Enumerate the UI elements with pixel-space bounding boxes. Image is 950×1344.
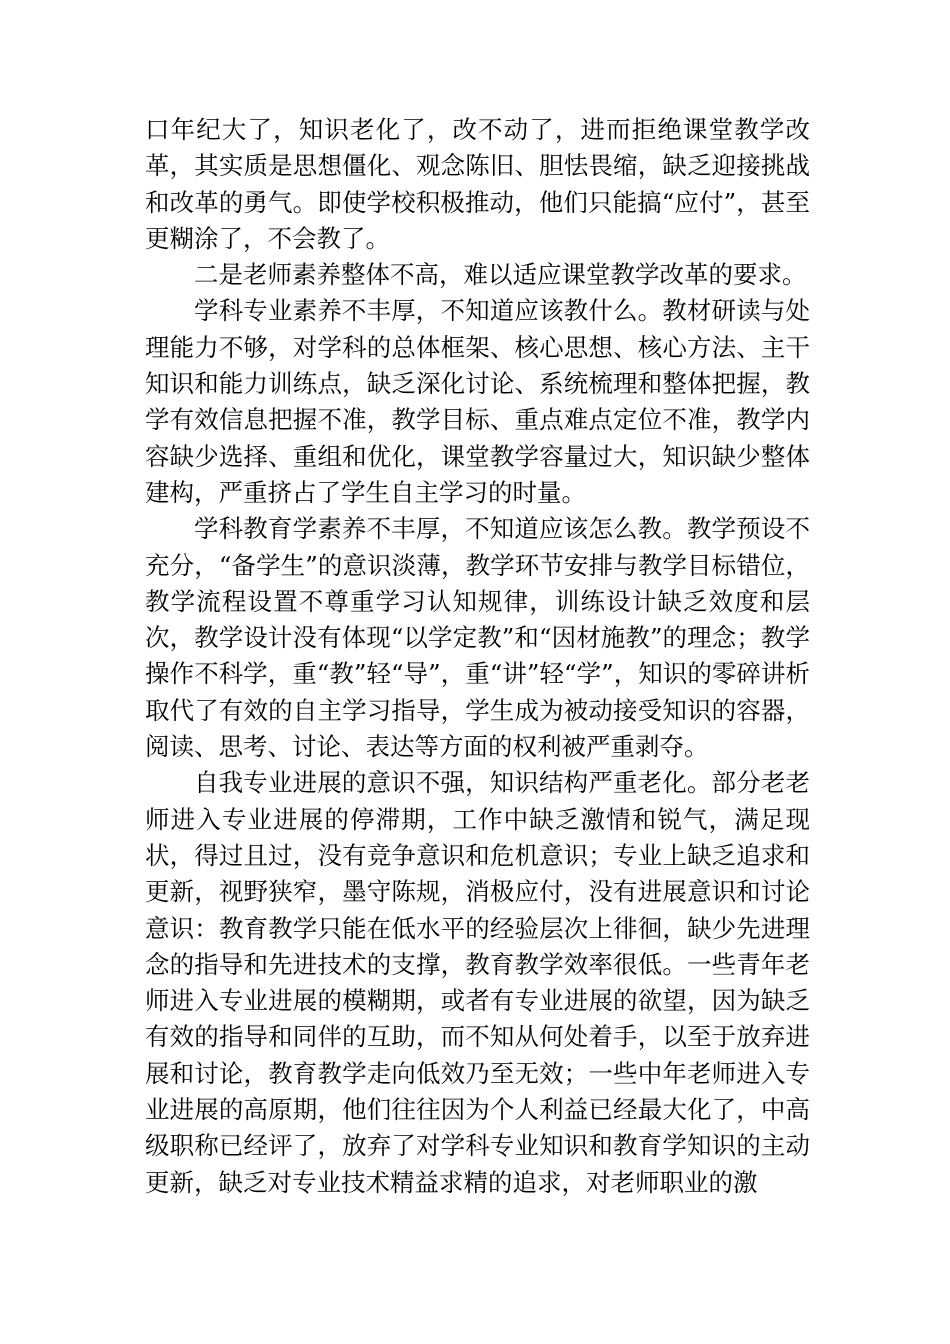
- paragraph-pedagogy-literacy: 学科教育学素养不丰厚，不知道应该怎么教。教学预设不充分，“备学生”的意识淡薄，教学环节安排与教学目标错位，教学流程设置不尊重学习认知规律，训练设计缺乏效度和层次，教学设计没有体现“以学定教”和“因材施教”的理念；教学操作不科学，重“教”轻“导”，重“讲”轻“学”，知识的零碎讲析取代了有效的自主学习指导，学生成为被动接受知识的容器，阅读、思考、讨论、表达等方面的权利被严重剥夺。: [145, 514, 810, 762]
- paragraph-subject-literacy: 学科专业素养不丰厚，不知道应该教什么。教材研读与处理能力不够，对学科的总体框架、核心思想、核心方法、主干知识和能力训练点，缺乏深化讨论、系统梳理和整体把握，教学有效信息把握不准，教学目标、重点难点定位不准，教学内容缺少选择、重组和优化，课堂教学容量过大，知识缺少整体建构，严重挤占了学生自主学习的时量。: [145, 296, 810, 507]
- paragraph-heading-point-two: 二是老师素养整体不高，难以适应课堂教学改革的要求。: [194, 260, 807, 290]
- body-text: [145, 112, 810, 1201]
- paragraph-professional-development: 自我专业进展的意识不强，知识结构严重老化。部分老老师进入专业进展的停滞期，工作中缺乏激情和锐气，满足现状，得过且过，没有竞争意识和危机意识；专业上缺乏追求和更新，视野狭窄，墨守陈规，消极应付，没有进展意识和讨论意识：教育教学只能在低水平的经验层次上徘徊，缺少先进理念的指导和先进技术的支撑，教育教学效率很低。一些青年老师进入专业进展的模糊期，或者有专业进展的欲望，因为缺乏有效的指导和同伴的互助，而不知从何处着手，以至于放弃进展和讨论，教育教学走向低效乃至无效；一些中年老师进入专业进展的高原期，他们往往因为个人利益已经最大化了，中高级职称已经评了，放弃了对学科专业知识和教育学知识的主动更新，缺乏对专业技术精益求精的追求，对老师职业的激: [145, 768, 810, 1197]
- paragraph-continuation: 口年纪大了，知识老化了，改不动了，进而拒绝课堂教学改革，其实质是思想僵化、观念陈旧、胆怯畏缩，缺乏迎接挑战和改革的勇气。即使学校积极推动，他们只能搞“应付”，甚至更糊涂了，不会教了。: [145, 115, 810, 253]
